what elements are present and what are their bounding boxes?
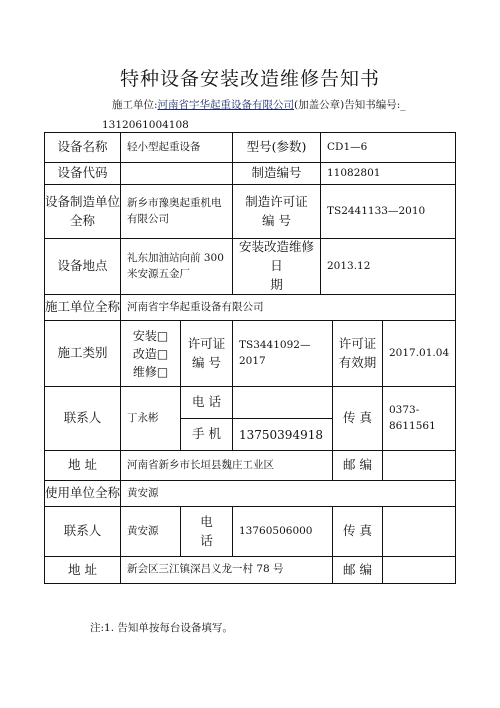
address-value: 河南省新乡市长垣县魏庄工业区 — [121, 451, 333, 481]
applicant-name: 河南省宇华起重设备有限公司 — [157, 99, 295, 111]
user-fax-value — [383, 507, 455, 557]
user-phone-label-line2: 话 — [200, 532, 213, 548]
permit-label-line2: 编 号 — [192, 354, 221, 370]
permit-valid-value: 2017.01.04 — [383, 321, 455, 387]
contact-value: 丁永彬 — [121, 387, 181, 451]
install-date-label-line1: 安装改造维修日 — [238, 239, 314, 274]
user-address-label: 地 址 — [45, 557, 121, 583]
phone-value — [233, 387, 333, 419]
install-date-value: 2013.12 — [321, 239, 455, 295]
serial-label: 制造编号 — [233, 163, 321, 185]
user-address-value: 新会区三江镇深吕义龙一村 78 号 — [121, 557, 333, 583]
notice-form-table — [44, 132, 456, 584]
document-title: 特种设备安装改造维修告知书 — [119, 68, 380, 90]
maker-value — [121, 185, 233, 239]
mobile-value: 13750394918 — [233, 419, 333, 451]
user-fax-label: 传 真 — [333, 507, 383, 557]
notice-number: 1312061004108 — [102, 119, 217, 133]
location-value — [121, 239, 233, 295]
notice-no-label: 告知书编号: — [344, 99, 401, 111]
maker-license-label-line2: 编 号 — [262, 212, 291, 228]
address-label: 地 址 — [45, 451, 121, 481]
location-value-line2: 米安源五金厂 — [127, 267, 190, 280]
maker-license-label — [233, 185, 321, 239]
user-phone-label — [181, 507, 233, 557]
permit-valid-label-line1: 许可证 — [338, 335, 377, 351]
user-value: 黄安源 — [121, 481, 455, 507]
work-type-modify-checkbox[interactable]: 改造□ — [132, 346, 169, 361]
device-code-value — [121, 163, 233, 185]
device-name-value: 轻小型起重设备 — [121, 133, 233, 163]
serial-value: 11082801 — [321, 163, 455, 185]
permit-value: TS3441092—2017 — [233, 321, 333, 387]
footnote: 注:1. 告知单按每台设备填写。 — [90, 622, 233, 634]
maker-value-line2: 有限公司 — [127, 212, 169, 225]
user-postcode-label: 邮 编 — [333, 557, 383, 583]
contractor-value: 河南省宇华起重设备有限公司 — [121, 295, 455, 321]
user-phone-value: 13760506000 — [233, 507, 333, 557]
postcode-value — [383, 451, 455, 481]
install-date-label — [233, 239, 321, 295]
phone-label: 电 话 — [181, 387, 233, 419]
model-value: CD1—6 — [321, 133, 455, 163]
work-type-install-checkbox[interactable]: 安装□ — [132, 328, 169, 343]
fax-label: 传 真 — [333, 387, 383, 451]
install-date-label-line2: 期 — [270, 276, 283, 292]
seal-note: (加盖公章) — [294, 99, 345, 111]
notice-no-prefix: _ — [400, 99, 406, 111]
maker-label-line2: 全称 — [69, 212, 95, 228]
maker-label — [45, 185, 121, 239]
location-label: 设备地点 — [45, 239, 121, 295]
permit-label-line1: 许可证 — [187, 335, 226, 351]
contractor-label: 施工单位全称 — [45, 295, 121, 321]
user-contact-label: 联系人 — [45, 507, 121, 557]
work-type-options — [121, 321, 181, 387]
fax-value: 0373-8611561 — [383, 387, 455, 451]
user-postcode-value — [383, 557, 455, 583]
user-phone-label-line1: 电 — [200, 513, 213, 529]
model-label: 型号(参数) — [233, 133, 321, 163]
contact-label: 联系人 — [45, 387, 121, 451]
mobile-label: 手 机 — [181, 419, 233, 451]
work-type-repair-checkbox[interactable]: 维修□ — [132, 364, 169, 379]
location-value-line1: 礼东加油站向前 300 — [127, 251, 224, 264]
device-name-label: 设备名称 — [45, 133, 121, 163]
postcode-label: 邮 编 — [333, 451, 383, 481]
permit-valid-label — [333, 321, 383, 387]
device-code-label: 设备代码 — [45, 163, 121, 185]
applicant-label: 施工单位: — [112, 99, 158, 111]
user-label: 使用单位全称 — [45, 481, 121, 507]
user-contact-value: 黄安源 — [121, 507, 181, 557]
maker-value-line1: 新乡市豫奥起重机电 — [127, 196, 222, 209]
maker-license-value: TS2441133—2010 — [321, 185, 455, 239]
permit-valid-label-line2: 有效期 — [338, 354, 377, 370]
maker-label-line1: 设备制造单位 — [45, 193, 121, 209]
work-type-label: 施工类别 — [45, 321, 121, 387]
maker-license-label-line1: 制造许可证 — [245, 193, 308, 209]
applicant-line — [112, 97, 406, 112]
permit-label — [181, 321, 233, 387]
